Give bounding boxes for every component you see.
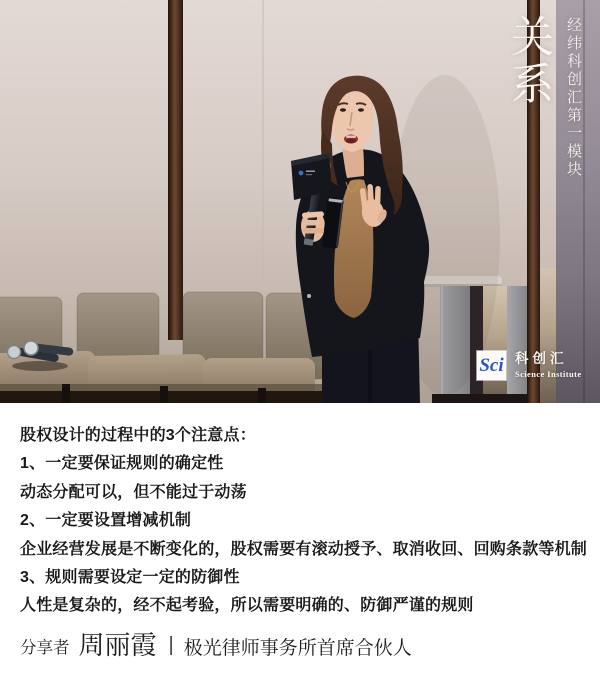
- note-line: 企业经营发展是不断变化的，股权需要有滚动授予、取消收回、回购条款等机制: [20, 540, 588, 558]
- logo-name-cn: 科创汇: [515, 351, 568, 367]
- photo-title-vertical: 关系: [505, 14, 552, 108]
- photo-subtitle-vertical: 经纬科创汇第一模块: [565, 17, 581, 179]
- caption-divider: |: [168, 633, 174, 656]
- speaker-figure: [291, 75, 500, 403]
- notes-section: [0, 403, 600, 621]
- note-line-heading: 股权设计的过程中的3个注意点：: [20, 427, 256, 444]
- speaker-caption: [0, 633, 600, 660]
- logo-monogram-text: Sci: [479, 355, 504, 376]
- note-line: 1、一定要保证规则的确定性: [20, 455, 224, 473]
- speaker-role-label: 分享者: [20, 639, 70, 658]
- logo-name-en: Science Institute: [515, 368, 582, 379]
- note-line: 动态分配可以，但不能过于动荡: [20, 483, 247, 501]
- logo-names: [515, 352, 582, 379]
- speaker-title: 极光律师事务所首席合伙人: [183, 637, 412, 659]
- speaker-name: 周丽霞: [78, 631, 157, 661]
- science-institute-logo: [477, 351, 582, 380]
- note-line: 2、一定要设置增减机制: [20, 512, 192, 530]
- logo-monogram-icon: [477, 351, 506, 380]
- note-line: 3、规则需要设定一定的防御性: [20, 569, 240, 587]
- note-line: 人性是复杂的，经不起考验，所以需要明确的、防御严谨的规则: [20, 597, 474, 615]
